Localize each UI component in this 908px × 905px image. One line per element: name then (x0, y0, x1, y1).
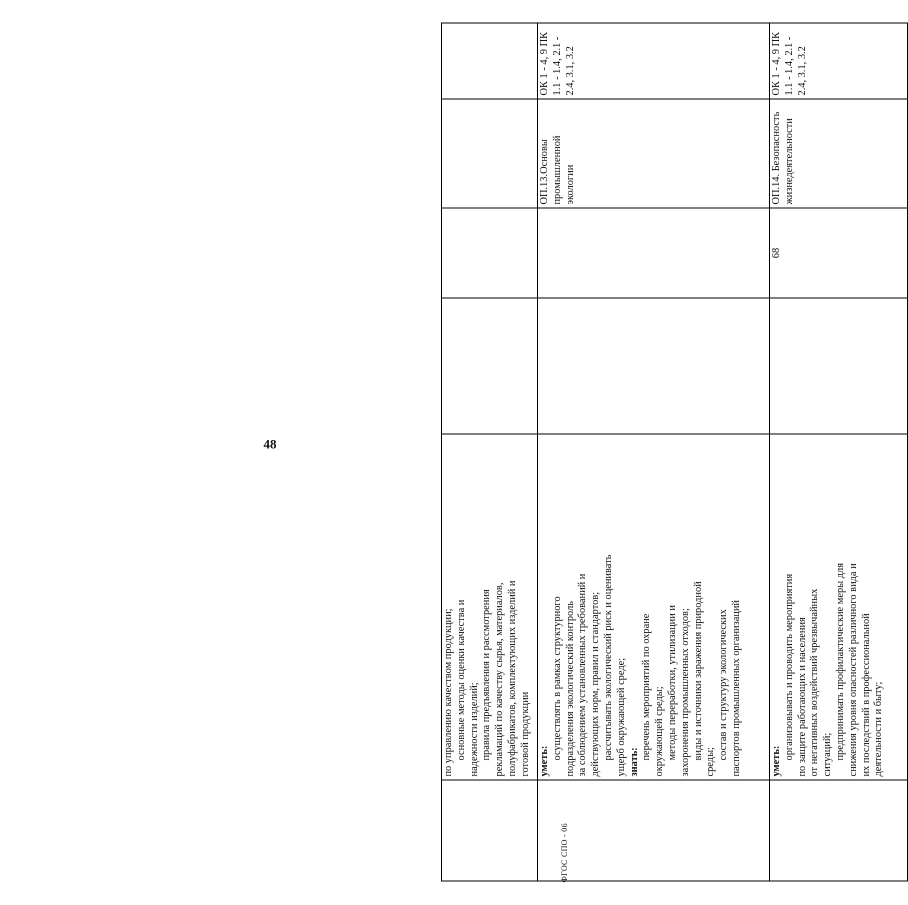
hours-cell: 68 (770, 208, 908, 298)
description-line: надежности изделий; (468, 682, 480, 777)
description-line: рекламаций по качеству сырья, материалов, (494, 582, 506, 777)
description-line: виды и источники заражения природной (692, 581, 704, 761)
table-row (442, 23, 538, 881)
empty-cell (538, 298, 770, 434)
description-line: их последствий в профессиональной (860, 613, 872, 777)
description-line: за соблюдением установленных требований и (577, 573, 589, 777)
description-line: захоронения промышленных отходов; (679, 608, 691, 777)
description-line: правила предъявления и рассмотрения (481, 589, 493, 761)
description-line: подразделения экологический контроль (564, 601, 576, 777)
knowledge-header: знать: (628, 747, 640, 777)
description-line: паспортов промышленных организаций (730, 600, 742, 777)
description-line: ущерб окружающей среде; (615, 657, 627, 777)
description-line: организовывать и проводить мероприятия (783, 573, 795, 761)
description-line: рассчитывать экологический риск и оценивать (602, 554, 614, 761)
description-line: от негативных воздействий чрезвычайных (809, 588, 821, 777)
footer-code: ФГОС СПО - 06 (560, 823, 569, 883)
description-line: предпринимать профилактические меры для (834, 563, 846, 761)
competencies-cell: ОК 1 - 4, 9 ПК 1.1 - 1.4, 2.1 - 2.4, 3.1, 3.2 (770, 23, 908, 99)
description-cell (770, 434, 908, 780)
description-line: среды; (705, 747, 717, 777)
description-line: по управлению качеством продукции; (443, 608, 454, 777)
curriculum-table (441, 23, 908, 882)
description-line: методы переработки, утилизации и (666, 605, 678, 761)
hours-cell (538, 208, 770, 298)
empty-cell (442, 298, 538, 434)
skills-header: уметь: (539, 745, 550, 777)
description-line: действующих норм, правил и стандартов; (590, 591, 602, 777)
description-cell (442, 434, 538, 780)
discipline-cell: ОП.13.Основы промышленной экологии (538, 99, 770, 208)
description-line: ситуаций; (822, 732, 834, 777)
table-row (538, 23, 770, 881)
description-line: окружающей среды; (654, 686, 666, 777)
skills-header: уметь: (771, 745, 782, 777)
description-line: основные методы оценки качества и (455, 599, 467, 761)
description-line: деятельности и быту; (873, 681, 885, 777)
description-line: осуществлять в рамках структурного (551, 596, 563, 761)
description-line: по защите работающих и населения (796, 617, 808, 777)
description-line: состав и структуру экологических (718, 609, 730, 761)
description-line: полуфабрикатов, комплектующих изделий и (506, 580, 518, 777)
competencies-cell (442, 23, 538, 99)
competencies-cell: ОК 1 - 4, 9 ПК 1.1 - 1.4, 2.1 - 2.4, 3.1, 3.2 (538, 23, 770, 99)
discipline-cell: ОП.14. Безопасность жизнедеятельности (770, 99, 908, 208)
description-line: снижения уровня опасностей различного вида и (847, 563, 859, 777)
page-number: 48 (263, 436, 277, 452)
hours-cell (442, 208, 538, 298)
table-row (770, 23, 908, 881)
description-cell (538, 434, 770, 780)
index-cell (538, 780, 770, 881)
description-line: готовой продукции (519, 691, 531, 777)
empty-cell (770, 298, 908, 434)
index-cell (442, 780, 538, 881)
discipline-cell (442, 99, 538, 208)
index-cell (770, 780, 908, 881)
description-line: перечень мероприятий по охране (641, 613, 653, 761)
